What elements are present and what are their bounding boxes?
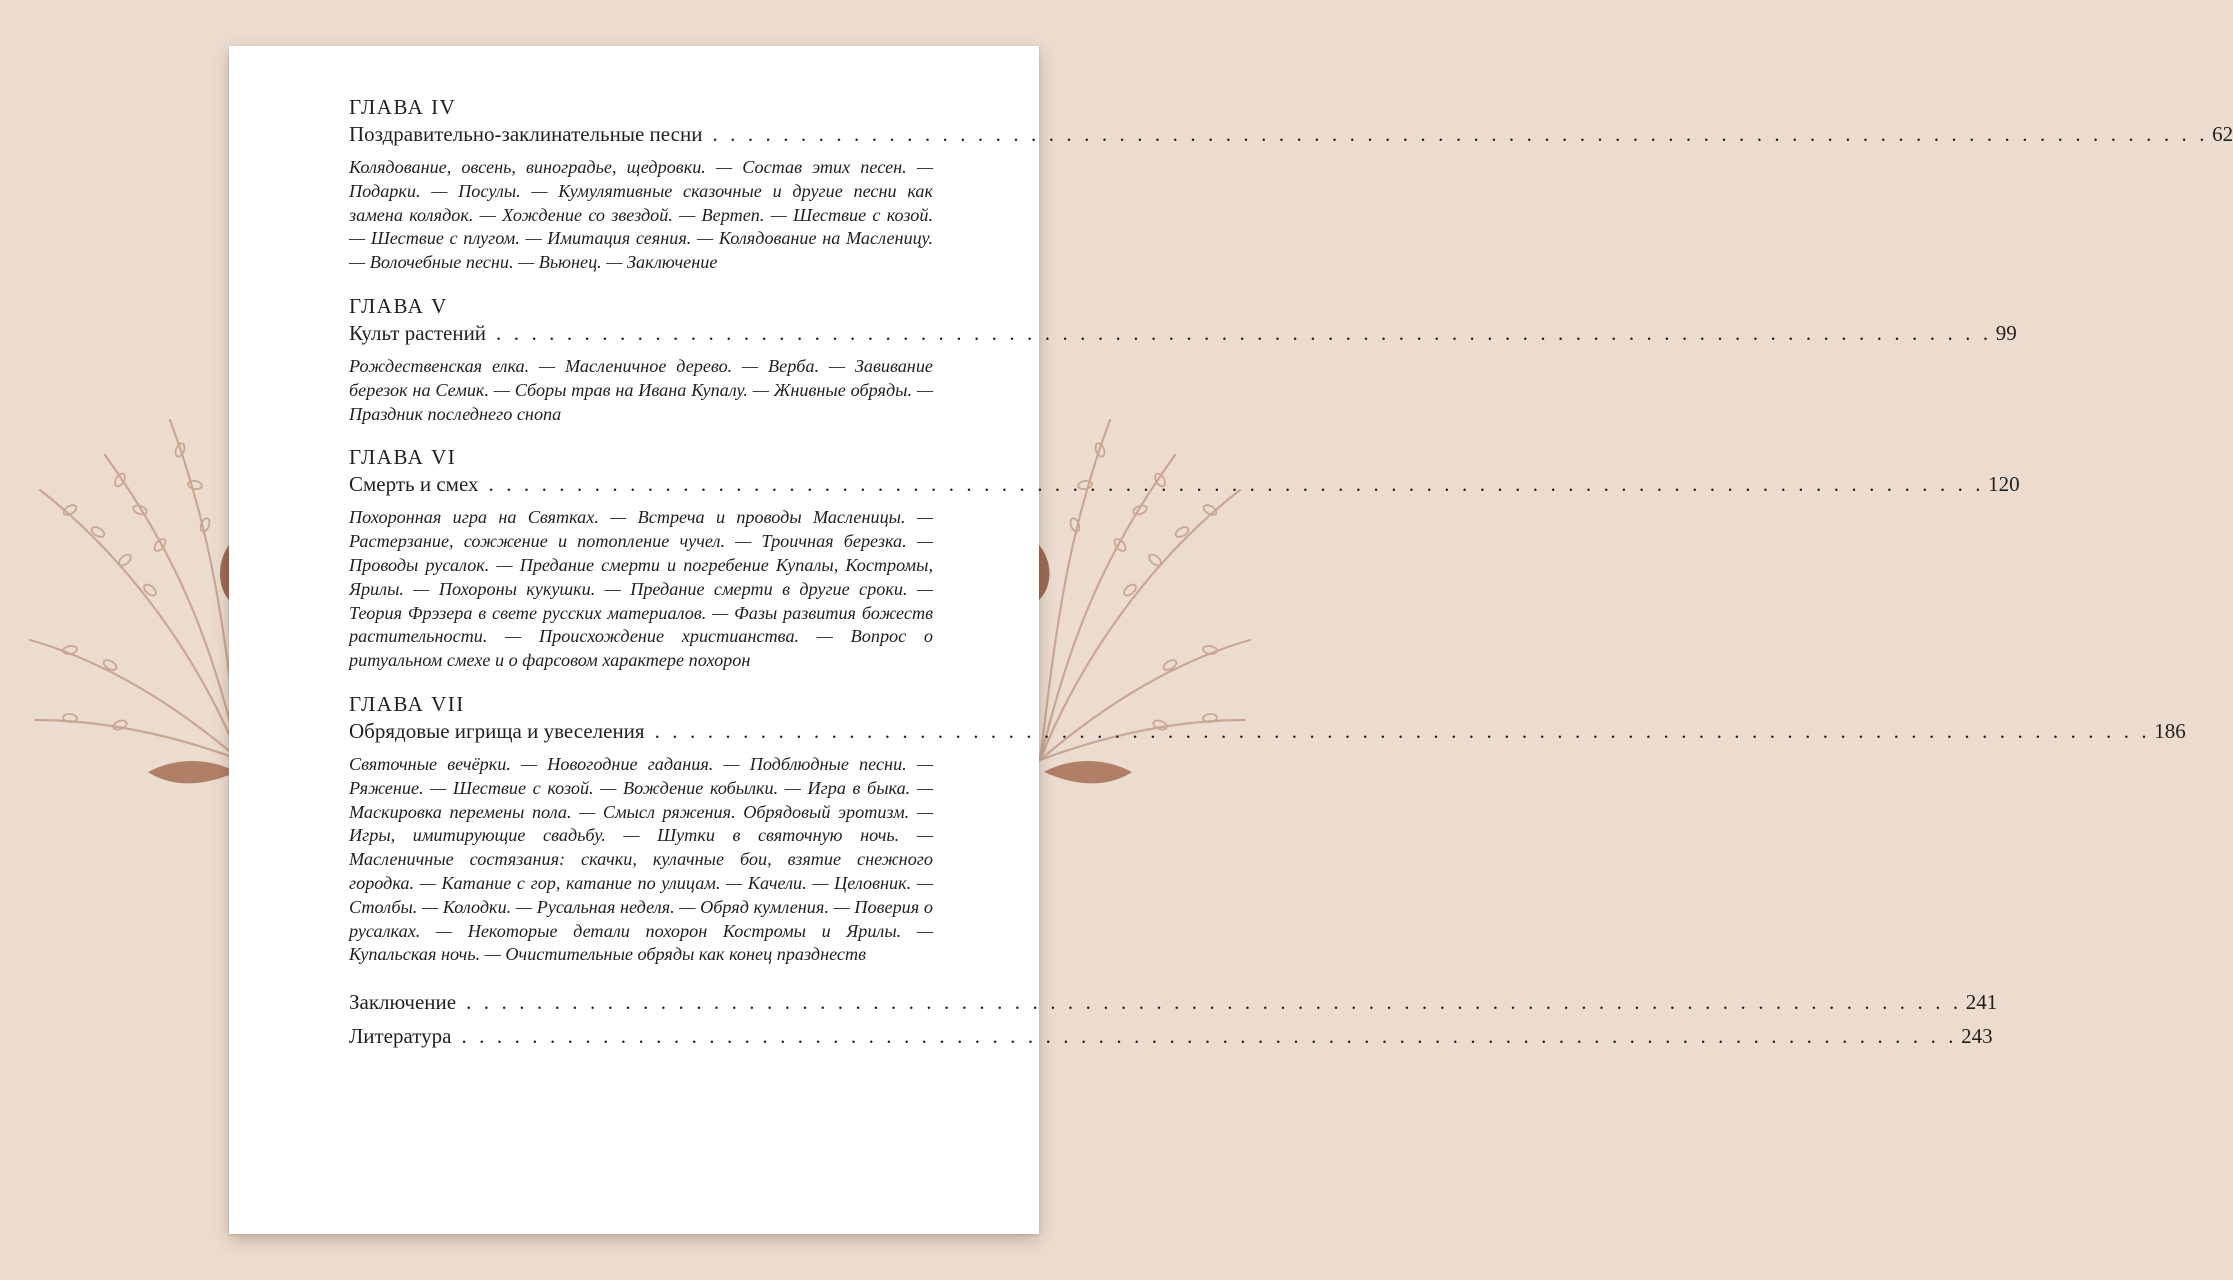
page-number: 62 <box>2212 122 2233 146</box>
endmatter <box>349 985 1998 1053</box>
toc-entry-conclusion <box>349 985 1998 1019</box>
left-leaf-icon <box>148 761 236 783</box>
leader-dots: . . . . . . . . . . . . . . . . . . . . . . . . . . . . . . . . . . . . . . . . . . . . . . . . . . . . . . . . . . . . . . . . . . . . . . . . . . . . . . . . . . . . . <box>712 122 2209 146</box>
chapter-heading: ГЛАВА VII <box>349 691 465 716</box>
table-of-contents <box>349 94 2233 1053</box>
entry-title: Заключение <box>349 990 457 1015</box>
chapter-summary: Святочные вечёрки. — Новогодние гадания. — Подблюдные песни. — Ряжение. — Шествие с козой. — Вождение кобылки. — Игра в быка. — Маскировка перемены пола. — Смысл ряжения. Обрядовый эротизм. — Игры, имитирующие свадьбу. — Шутки в святочную ночь. — Масленичные состязания: скачки, кулачные бои, взятие снежного городка. — Катание с гор, катание по улицам. — Качели. — Целовник. — Столбы. — Колодки. — Русальная неделя. — Обряд кумления. — Поверия о русалках. — Некоторые детали похорон Костромы и Ярилы. — Купальская ночь. — Очистительные обряды как конец празднеств <box>349 753 933 965</box>
page-number: 120 <box>1988 472 2020 497</box>
page-number: 186 <box>2154 718 2186 743</box>
page-number: 99 <box>1995 320 2017 345</box>
book-page <box>229 46 2233 1234</box>
chapter-summary: Похоронная игра на Святках. — Встреча и проводы Масленицы. — Растерзание, сожжение и потопление чучел. — Троичная березка. — Проводы русалок. — Предание смерти и погребение Купалы, Костромы, Ярилы. — Похороны кукушки. — Предание смерти в другие сроки. — Теория Фрэзера в свете русских материалов. — Фазы развития божеств растительности. — Происхождение христианства. — Вопрос о ритуальном смехе и о фарсовом характере похорон <box>349 507 933 671</box>
leader-dots: . . . . . . . . . . . . . . . . . . . . . . . . . . . . . . . . . . . . . . . . . . . . . . . . . . . . . . . . . . . . . . . . . . . . . . . . . . . . . . . . . . . . . <box>461 1024 1958 1049</box>
chapter-heading: ГЛАВА V <box>349 293 448 318</box>
toc-entry <box>349 120 2233 148</box>
page-number: 241 <box>1965 990 1998 1015</box>
chapter-summary: Рождественская елка. — Масленичное дерево. — Верба. — Завивание березок на Семик. — Сборы трав на Ивана Купалу. — Жнивные обряды. — Праздник последнего снопа <box>349 355 933 424</box>
page-number: 243 <box>1961 1024 1993 1049</box>
left-willow-branch-icon <box>30 420 240 760</box>
leader-dots: . . . . . . . . . . . . . . . . . . . . . . . . . . . . . . . . . . . . . . . . . . . . . . . . . . . . . . . . . . . . . . . . . . . . . . . . . . . . . . . . . . . . . <box>466 990 1962 1015</box>
chapter-title: Культ растений <box>349 320 487 345</box>
toc-entry-literature <box>349 1019 1993 1053</box>
toc-entry <box>349 319 2017 347</box>
leader-dots: . . . . . . . . . . . . . . . . . . . . . . . . . . . . . . . . . . . . . . . . . . . . . . . . . . . . . . . . . . . . . . . . . . . . . . . . . . . . . . . . . . . . . <box>654 718 2151 743</box>
toc-entry <box>349 470 2020 498</box>
left-ribbon-icon <box>220 545 229 600</box>
chapter-6 <box>349 444 2020 673</box>
entry-title: Литература <box>349 1024 452 1049</box>
chapter-4 <box>349 94 2233 275</box>
chapter-title: Поздравительно-заклинательные песни <box>349 122 703 146</box>
chapter-heading: ГЛАВА VI <box>349 445 457 470</box>
chapter-5 <box>349 293 2017 426</box>
leader-dots: . . . . . . . . . . . . . . . . . . . . . . . . . . . . . . . . . . . . . . . . . . . . . . . . . . . . . . . . . . . . . . . . . . . . . . . . . . . . . . . . . . . . . <box>496 320 1992 345</box>
chapter-heading: ГЛАВА IV <box>349 95 457 119</box>
chapter-7 <box>349 691 2186 967</box>
chapter-title: Смерть и смех <box>349 472 479 497</box>
chapter-summary: Колядование, овсень, виноградье, щедровки. — Состав этих песен. — Подарки. — Посулы. — Кумулятивные сказочные и другие песни как замена колядок. — Хождение со звездой. — Вертеп. — Шествие с козой. — Шествие с плугом. — Имитация сеяния. — Колядование на Масленицу. — Волочебные песни. — Вьюнец. — Заключение <box>349 157 933 273</box>
leader-dots: . . . . . . . . . . . . . . . . . . . . . . . . . . . . . . . . . . . . . . . . . . . . . . . . . . . . . . . . . . . . . . . . . . . . . . . . . . . . . . . . . . . . . <box>488 472 1985 497</box>
chapter-title: Обрядовые игрища и увеселения <box>349 718 645 743</box>
right-leaf-icon <box>1044 761 1132 783</box>
toc-entry <box>349 717 2186 745</box>
right-ribbon-icon <box>1039 545 1050 600</box>
